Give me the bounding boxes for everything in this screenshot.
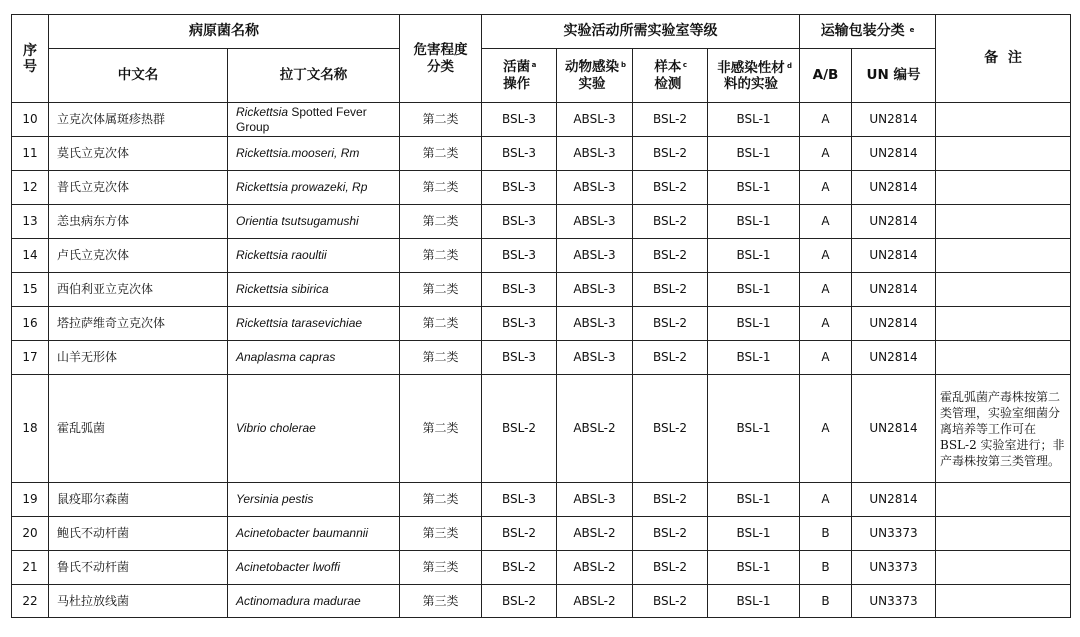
- cell-sample: BSL-2: [633, 483, 708, 517]
- cell-un: UN2814: [852, 205, 936, 239]
- cell-live: BSL-3: [482, 483, 557, 517]
- cell-live: BSL-3: [482, 341, 557, 375]
- header-live-culture-text: 活菌操作: [503, 58, 531, 92]
- cell-live: BSL-3: [482, 137, 557, 171]
- cell-live: BSL-3: [482, 171, 557, 205]
- cell-note: [936, 307, 1071, 341]
- cell-grade: 第二类: [400, 239, 482, 273]
- cell-live: BSL-2: [482, 517, 557, 551]
- header-lab-level: 实验活动所需实验室等级: [482, 15, 800, 49]
- cell-note: [936, 517, 1071, 551]
- cell-latin-name: Vibrio cholerae: [228, 375, 400, 483]
- cell-un: UN2814: [852, 375, 936, 483]
- cell-grade: 第二类: [400, 307, 482, 341]
- cell-un: UN3373: [852, 517, 936, 551]
- cell-no: 19: [12, 483, 49, 517]
- cell-note: [936, 483, 1071, 517]
- cell-live: BSL-3: [482, 273, 557, 307]
- header-noninfectious-text: 非感染性材料的实验: [717, 59, 785, 92]
- cell-latin-name: Rickettsia tarasevichiae: [228, 307, 400, 341]
- cell-grade: 第二类: [400, 483, 482, 517]
- cell-animal: ABSL-3: [557, 103, 633, 137]
- cell-chinese-name: 霍乱弧菌: [49, 375, 228, 483]
- header-live-culture: [482, 49, 557, 103]
- header-transport-text: 运输包装分类: [820, 23, 905, 39]
- cell-grade: 第二类: [400, 103, 482, 137]
- cell-note: [936, 103, 1071, 137]
- cell-grade: 第三类: [400, 517, 482, 551]
- cell-grade: 第三类: [400, 585, 482, 618]
- cell-latin-normal: Spotted Fever Group: [236, 104, 367, 134]
- header-noninfectious: [708, 49, 800, 103]
- cell-note: 霍乱弧菌产毒株按第二类管理，实验室细菌分离培养等工作可在 BSL-2 实验室进行；非产毒株按第三类管理。: [936, 375, 1071, 483]
- cell-noninf: BSL-1: [708, 585, 800, 618]
- cell-noninf: BSL-1: [708, 239, 800, 273]
- cell-chinese-name: 鲁氏不动杆菌: [49, 551, 228, 585]
- cell-live: BSL-3: [482, 205, 557, 239]
- cell-noninf: BSL-1: [708, 375, 800, 483]
- header-animal-infection-text: 动物感染实验: [564, 58, 619, 92]
- table-row: [12, 483, 1071, 517]
- cell-animal: ABSL-2: [557, 517, 633, 551]
- cell-no: 18: [12, 375, 49, 483]
- table-row: [12, 341, 1071, 375]
- cell-chinese-name: 普氏立克次体: [49, 171, 228, 205]
- cell-latin-italic: Rickettsia: [236, 104, 289, 119]
- header-animal-infection-sup: b: [620, 60, 626, 69]
- cell-un: UN2814: [852, 103, 936, 137]
- table-row: [12, 585, 1071, 618]
- cell-ab: B: [800, 517, 852, 551]
- cell-no: 16: [12, 307, 49, 341]
- cell-grade: 第二类: [400, 137, 482, 171]
- header-ab: A/B: [800, 49, 852, 103]
- cell-noninf: BSL-1: [708, 205, 800, 239]
- cell-ab: A: [800, 137, 852, 171]
- header-hazard-grade-text: 危害程度分类: [413, 41, 468, 75]
- cell-latin-name: Acinetobacter lwoffi: [228, 551, 400, 585]
- cell-noninf: BSL-1: [708, 551, 800, 585]
- cell-un: UN3373: [852, 551, 936, 585]
- header-animal-infection: [557, 49, 633, 103]
- header-latin-name: 拉丁文名称: [228, 49, 400, 103]
- cell-animal: ABSL-3: [557, 137, 633, 171]
- header-chinese-name: 中文名: [49, 49, 228, 103]
- header-sample-test-sup: c: [682, 60, 688, 69]
- cell-animal: ABSL-3: [557, 307, 633, 341]
- cell-sample: BSL-2: [633, 551, 708, 585]
- cell-animal: ABSL-2: [557, 375, 633, 483]
- cell-note: [936, 171, 1071, 205]
- cell-noninf: BSL-1: [708, 171, 800, 205]
- cell-latin-name: Orientia tsutsugamushi: [228, 205, 400, 239]
- cell-noninf: BSL-1: [708, 341, 800, 375]
- cell-no: 11: [12, 137, 49, 171]
- cell-chinese-name: 恙虫病东方体: [49, 205, 228, 239]
- cell-sample: BSL-2: [633, 517, 708, 551]
- cell-animal: ABSL-3: [557, 341, 633, 375]
- cell-chinese-name: 塔拉萨维奇立克次体: [49, 307, 228, 341]
- cell-grade: 第二类: [400, 273, 482, 307]
- header-hazard-grade: [400, 15, 482, 103]
- cell-note: [936, 137, 1071, 171]
- cell-grade: 第二类: [400, 205, 482, 239]
- cell-latin-name: Rickettsia prowazeki, Rp: [228, 171, 400, 205]
- cell-noninf: BSL-1: [708, 273, 800, 307]
- cell-note: [936, 239, 1071, 273]
- cell-sample: BSL-2: [633, 585, 708, 618]
- table-row: [12, 239, 1071, 273]
- cell-noninf: BSL-1: [708, 103, 800, 137]
- table-row: [12, 171, 1071, 205]
- cell-note: [936, 585, 1071, 618]
- header-sample-test: [633, 49, 708, 103]
- header-sample-test-text: 样本检测: [654, 58, 682, 92]
- header-live-culture-sup: a: [531, 60, 537, 69]
- cell-un: UN2814: [852, 341, 936, 375]
- table-body: [12, 103, 1071, 618]
- cell-un: UN2814: [852, 171, 936, 205]
- cell-animal: ABSL-3: [557, 205, 633, 239]
- pathogen-table: [11, 14, 1071, 618]
- cell-live: BSL-3: [482, 307, 557, 341]
- cell-no: 10: [12, 103, 49, 137]
- cell-latin-name: Rickettsia sibirica: [228, 273, 400, 307]
- cell-animal: ABSL-3: [557, 239, 633, 273]
- cell-noninf: BSL-1: [708, 483, 800, 517]
- cell-live: BSL-3: [482, 103, 557, 137]
- cell-live: BSL-2: [482, 585, 557, 618]
- cell-ab: A: [800, 483, 852, 517]
- cell-ab: B: [800, 551, 852, 585]
- cell-ab: B: [800, 585, 852, 618]
- cell-grade: 第二类: [400, 171, 482, 205]
- cell-ab: A: [800, 273, 852, 307]
- pathogen-table-page: [11, 14, 1070, 618]
- header-noninfectious-sup: d: [786, 61, 792, 70]
- cell-un: UN3373: [852, 585, 936, 618]
- cell-no: 17: [12, 341, 49, 375]
- header-transport: [800, 15, 936, 49]
- cell-live: BSL-3: [482, 239, 557, 273]
- cell-animal: ABSL-3: [557, 273, 633, 307]
- cell-un: UN2814: [852, 137, 936, 171]
- table-row: [12, 205, 1071, 239]
- header-remarks: 备 注: [936, 15, 1071, 103]
- cell-chinese-name: 马杜拉放线菌: [49, 585, 228, 618]
- header-un: UN 编号: [852, 49, 936, 103]
- cell-chinese-name: 鲍氏不动杆菌: [49, 517, 228, 551]
- table-row: [12, 375, 1071, 483]
- cell-ab: A: [800, 375, 852, 483]
- cell-latin-name: Yersinia pestis: [228, 483, 400, 517]
- cell-ab: A: [800, 171, 852, 205]
- cell-grade: 第三类: [400, 551, 482, 585]
- cell-un: UN2814: [852, 483, 936, 517]
- cell-latin-name: Rickettsia.mooseri, Rm: [228, 137, 400, 171]
- cell-animal: ABSL-3: [557, 171, 633, 205]
- cell-no: 14: [12, 239, 49, 273]
- cell-chinese-name: 山羊无形体: [49, 341, 228, 375]
- cell-animal: ABSL-2: [557, 585, 633, 618]
- cell-chinese-name: 莫氏立克次体: [49, 137, 228, 171]
- cell-un: UN2814: [852, 273, 936, 307]
- cell-chinese-name: 立克次体属斑疹热群: [49, 103, 228, 137]
- cell-note: [936, 551, 1071, 585]
- cell-chinese-name: 西伯利亚立克次体: [49, 273, 228, 307]
- cell-latin-name: Acinetobacter baumannii: [228, 517, 400, 551]
- table-row: [12, 137, 1071, 171]
- cell-ab: A: [800, 239, 852, 273]
- cell-no: 22: [12, 585, 49, 618]
- cell-latin-name: Actinomadura madurae: [228, 585, 400, 618]
- cell-noninf: BSL-1: [708, 517, 800, 551]
- cell-sample: BSL-2: [633, 341, 708, 375]
- cell-noninf: BSL-1: [708, 137, 800, 171]
- cell-sample: BSL-2: [633, 307, 708, 341]
- cell-ab: A: [800, 205, 852, 239]
- cell-note: [936, 341, 1071, 375]
- cell-noninf: BSL-1: [708, 307, 800, 341]
- cell-latin-name: [228, 103, 400, 137]
- cell-no: 13: [12, 205, 49, 239]
- table-row: [12, 273, 1071, 307]
- cell-latin-name: Rickettsia raoultii: [228, 239, 400, 273]
- cell-animal: ABSL-2: [557, 551, 633, 585]
- table-header: [12, 15, 1071, 103]
- cell-sample: BSL-2: [633, 103, 708, 137]
- cell-sample: BSL-2: [633, 375, 708, 483]
- header-seq-text: 序号: [23, 42, 37, 75]
- cell-animal: ABSL-3: [557, 483, 633, 517]
- cell-sample: BSL-2: [633, 205, 708, 239]
- cell-grade: 第二类: [400, 375, 482, 483]
- table-row: [12, 103, 1071, 137]
- header-transport-sup: e: [909, 26, 915, 34]
- cell-live: BSL-2: [482, 551, 557, 585]
- table-row: [12, 517, 1071, 551]
- cell-un: UN2814: [852, 239, 936, 273]
- cell-latin-name: Anaplasma capras: [228, 341, 400, 375]
- cell-note: [936, 273, 1071, 307]
- cell-sample: BSL-2: [633, 273, 708, 307]
- table-row: [12, 551, 1071, 585]
- cell-no: 20: [12, 517, 49, 551]
- cell-chinese-name: 鼠疫耶尔森菌: [49, 483, 228, 517]
- cell-ab: A: [800, 307, 852, 341]
- cell-sample: BSL-2: [633, 239, 708, 273]
- cell-un: UN2814: [852, 307, 936, 341]
- table-row: [12, 307, 1071, 341]
- cell-sample: BSL-2: [633, 137, 708, 171]
- cell-ab: A: [800, 103, 852, 137]
- cell-ab: A: [800, 341, 852, 375]
- cell-no: 21: [12, 551, 49, 585]
- cell-chinese-name: 卢氏立克次体: [49, 239, 228, 273]
- cell-grade: 第二类: [400, 341, 482, 375]
- header-seq: [12, 15, 49, 103]
- cell-live: BSL-2: [482, 375, 557, 483]
- cell-no: 12: [12, 171, 49, 205]
- cell-no: 15: [12, 273, 49, 307]
- cell-sample: BSL-2: [633, 171, 708, 205]
- cell-note: [936, 205, 1071, 239]
- header-pathogen-name: 病原菌名称: [49, 15, 400, 49]
